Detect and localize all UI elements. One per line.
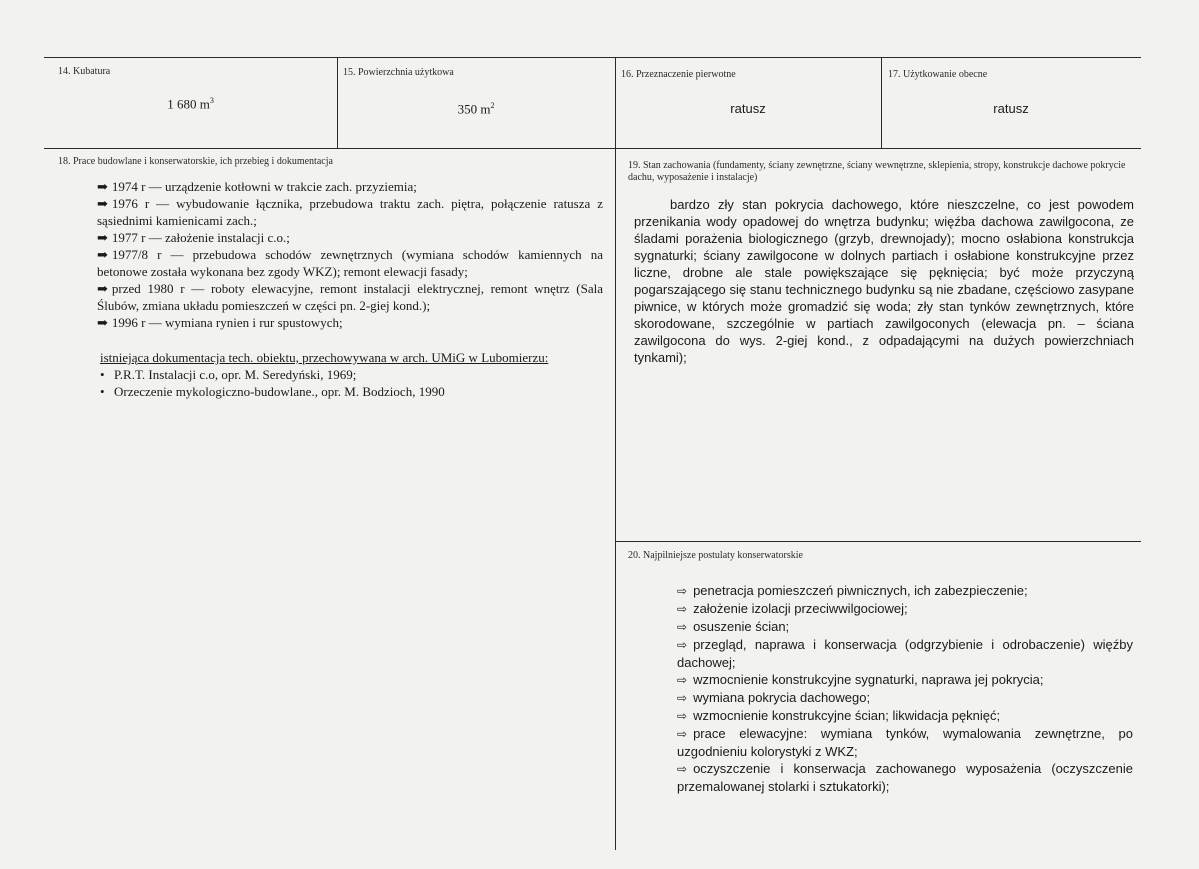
list-item: ⇨ prace elewacyjne: wymiana tynków, wymalowania zewnętrzne, po uzgodnieniu kolorystyki z WKZ; [677,726,1133,759]
list-item: ➡ przed 1980 r — roboty elewacyjne, remont instalacji elektrycznej, remont wnętrz (Sala Ślubów, zmiana układu pomieszczeń w części pn. 2-giej kond.); [97,281,603,313]
list-item: ➡ 1974 r — urządzenie kotłowni w trakcie zach. przyziemia; [97,179,417,194]
list-item: ⇨ założenie izolacji przeciwwilgociowej; [677,601,908,616]
list-item: ⇨ osuszenie ścian; [677,619,790,634]
list-item: ⇨ wymiana pokrycia dachowego; [677,690,871,705]
hollow-arrow-icon: ⇨ [677,620,688,634]
hollow-arrow-icon: ⇨ [677,691,688,705]
documentation-heading: istniejąca dokumentacja tech. obiektu, przechowywana w arch. UMiG w Lubomierzu: [100,350,549,365]
list-item: ⇨ wzmocnienie konstrukcyjne ścian; likwidacja pęknięć; [677,708,1001,723]
list-item: ➡ 1996 r — wymiana rynien i rur spustowych; [97,315,343,330]
cubature-unit-exponent: 3 [209,96,214,105]
hollow-arrow-icon: ⇨ [677,602,688,616]
cubature-value [44,96,337,112]
usable-area-value [337,101,615,117]
right-arrow-icon: ➡ [97,179,108,194]
top-rule [44,57,1141,58]
postulates-label: 20. Najpilniejsze postulaty konserwatorskie [628,550,803,561]
hollow-arrow-icon: ⇨ [677,709,688,723]
right-arrow-icon: ➡ [97,196,108,211]
list-item: ➡ 1977/8 r — przebudowa schodów zewnętrznych (wymiana schodów kamiennych na betonowe została wykonana bez zgody WKZ); remont elewacji fasady; [97,247,603,279]
usable-area-unit-exponent: 2 [490,101,495,110]
usable-area-number: 350 m [457,101,491,117]
hollow-arrow-icon: ⇨ [677,584,688,598]
original-purpose-value: ratusz [730,101,766,116]
list-item: ⇨ penetracja pomieszczeń piwnicznych, ich zabezpieczenie; [677,583,1028,598]
cubature-label: 14. Kubatura [58,66,111,77]
works-list [97,178,603,331]
list-item: ⇨ wzmocnienie konstrukcyjne sygnaturki, naprawa jej pokrycia; [677,672,1044,687]
current-use-value: ratusz [993,101,1029,116]
list-item: ➡ 1977 r — założenie instalacji c.o.; [97,230,290,245]
right-arrow-icon: ➡ [97,281,108,296]
hollow-arrow-icon: ⇨ [677,727,688,741]
condition-label: 19. Stan zachowania (fundamenty, ściany zewnętrzne, ściany wewnętrzne, sklepienia, stropy, konstrukcje dachowe pokrycie dachu, wyposażenie i instalacje) [628,160,1126,183]
documentation-list [100,366,600,400]
list-item: ⇨ przegląd, naprawa i konserwacja (odgrzybienie i odrobaczenie) więźby dachowej; [677,637,1133,670]
original-purpose-label: 16. Przeznaczenie pierwotne [621,69,736,80]
right-arrow-icon: ➡ [97,315,108,330]
list-item: ➡ 1976 r — wybudowanie łącznika, przebudowa traktu zach. piętra, połączenie ratusza z sąsiednimi kamienicami zach.; [97,196,603,228]
works-label: 18. Prace budowlane i konserwatorskie, ich przebieg i dokumentacja [58,156,333,167]
current-use-label: 17. Użytkowanie obecne [888,69,988,80]
postulates-list [677,582,1133,795]
divider-main [615,57,616,850]
usable-area-label: 15. Powierzchnia użytkowa [343,67,454,78]
hollow-arrow-icon: ⇨ [677,762,688,776]
condition-text: bardzo zły stan pokrycia dachowego, które nieszczelne, co jest powodem przenikania wody opadowej do wnętrza budynku; więźba dachowa zawilgocona, ze śladami porażenia biologicznego (grzyb, drewnojady); mocno osłabiona konstrukcja sygnaturki; ściany zawilgocone w dolnych partiach i osłabione konstrukcyjne przez liczne, drobne ale stale powiększające się pęknięcia; być może przyczyną pogarszającego się stanu technicznego budynku są nie zbadane, częściowo zasypane piwnice, w których może gromadzić się woda; zły stan tynków zewnętrznych, które skorodowane, szczególnie w partiach zawilgoconych (elewacja pn. – ściana zawilgocona do wys. 2-giej kond., z odpadającymi na dużych powierzchniach tynkami); [634,197,1134,365]
list-item: • P.R.T. Instalacji c.o, opr. M. Seredyński, 1969; [100,366,600,383]
right-arrow-icon: ➡ [97,247,108,262]
right-arrow-icon: ➡ [97,230,108,245]
cubature-number: 1 680 m [167,96,210,112]
hollow-arrow-icon: ⇨ [677,638,688,652]
list-item: ⇨ oczyszczenie i konserwacja zachowanego wyposażenia (oczyszczenie przemalowanej stolarki i sztukatorki); [677,761,1133,794]
list-item: • Orzeczenie mykologiczno-budowlane., opr. M. Bodzioch, 1990 [100,383,600,400]
row1-bottom-rule [44,148,1141,149]
section20-top-rule [615,541,1141,542]
hollow-arrow-icon: ⇨ [677,673,688,687]
